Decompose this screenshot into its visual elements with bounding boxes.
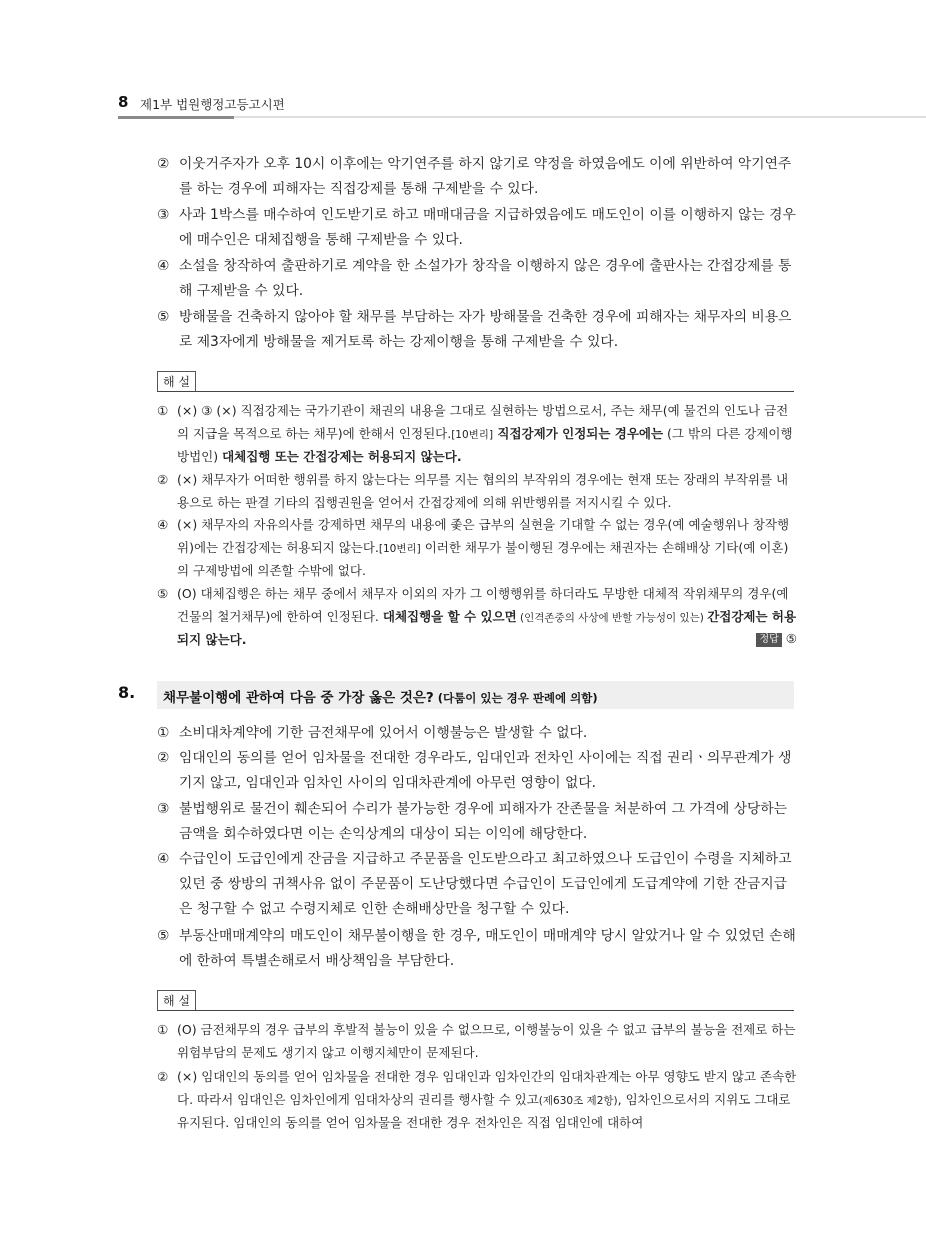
q7-answer (157, 628, 797, 651)
q7-option-2: ② 이웃거주자가 오후 10시 이후에는 악기연주를 하지 않기로 약정을 하였음에도 이에 위반하여 악기연주를 하는 경우에 피해자는 직접강제를 통해 구제받을 수 있다. (157, 156, 792, 197)
q8-explanation-rule (157, 1010, 794, 1011)
answer-value: ⑤ (785, 631, 797, 646)
example-mark: 예 (667, 403, 680, 418)
q8-title: 채무불이행에 관하여 다음 중 가장 옳은 것은? (다툼이 있는 경우 판례에 의함) (163, 690, 598, 706)
q7-option-5: ⑤ 방해물을 건축하지 않아야 할 채무를 부담하는 자가 방해물을 건축한 경우에 피해자는 채무자의 비용으로 제3자에게 방해물을 제거토록 하는 강제이행을 통해 구제받을 수 있다. (157, 309, 792, 350)
page-number: 8 (118, 93, 129, 111)
exam-reference: [10변리] (451, 428, 494, 441)
header-rule (118, 116, 926, 118)
q8-explanation-2: ② (×) 임대인의 동의를 얻어 임차물을 전대한 경우 임대인과 임차인간의 임대차관계는 아무 영향도 받지 않고 존속한다. 따라서 임대인은 임차인에게 임대차상의 권리를 행사할 수 있고(제630조 제2항), 임차인으로서의 지위도 그대로 유지된다. 임대인의 동의를 얻어 임차물을 전대한 경우 전차인은 직접 임대인에 대하여 (157, 1069, 797, 1130)
q8-option-3: ③ 불법행위로 물건이 훼손되어 수리가 불가능한 경우에 피해자가 잔존물을 처분하여 그 가격에 상당하는 금액을 회수하였다면 이는 손익상계의 대상이 되는 이익에 해당한다. (157, 801, 788, 842)
q7-option-4: ④ 소설을 창작하여 출판하기로 계약을 한 소설가가 창작을 이행하지 않은 경우에 출판사는 간접강제를 통해 구제받을 수 있다. (157, 258, 792, 299)
q8-explanation-label: 해 설 (157, 990, 196, 1011)
q8-explanation-1: ① (O) 금전채무의 경우 급부의 후발적 불능이 있을 수 없으므로, 이행불능이 있을 수 없고 급부의 불능을 전제로 하는 위험부담의 문제도 생기지 않고 이행지체만이 문제된다. (157, 1022, 796, 1060)
q7-explanation-2: ② (×) 채무자가 어떠한 행위를 하지 않는다는 의무를 지는 협의의 부작위의 경우에는 현재 또는 장래의 부작위를 내용으로 하는 판결 기타의 집행권원을 얻어서 간접강제에 의해 위반행위를 저지시킬 수 있다. (157, 472, 789, 510)
q7-explanation-rule (157, 391, 794, 392)
q8-option-1: ① 소비대차계약에 기한 금전채무에 있어서 이행불능은 발생할 수 없다. (157, 725, 588, 741)
answer-badge: 정답 (756, 633, 781, 647)
example-mark: 예 (672, 517, 685, 532)
q7-explanation-label: 해 설 (157, 371, 196, 392)
header-accent-bar (118, 116, 234, 119)
exam-reference: [10변리] (378, 542, 421, 555)
example-mark: 예 (776, 586, 789, 601)
book-section-title: 제1부 법원행정고등고시편 (140, 97, 285, 112)
q8-option-5: ⑤ 부동산매매계약의 매도인이 채무불이행을 한 경우, 매도인이 매매계약 당시 알았거나 알 수 있었던 손해에 한하여 특별손해로서 배상책임을 부담한다. (157, 928, 796, 969)
q8-option-2: ② 임대인의 동의를 얻어 임차물을 전대한 경우라도, 임대인과 전차인 사이에는 직접 권리ㆍ의무관계가 생기지 않고, 임대인과 임차인 사이의 임대차관계에 아무런 영향이 없다. (157, 750, 792, 791)
q7-explanation-1: ① (×) ③ (×) 직접강제는 국가기관이 채권의 내용을 그대로 실현하는 방법으로서, 주는 채무(예 물건의 인도나 금전의 지급을 목적으로 하는 채무)에 한해서 인정된다.[10변리] 직접강제가 인정되는 경우에는 (그 밖의 다른 강제이행 방법인) 대체집행 또는 간접강제는 허용되지 않는다. (157, 403, 793, 464)
q7-option-3: ③ 사과 1박스를 매수하여 인도받기로 하고 매매대금을 지급하였음에도 매도인이 이를 이행하지 않는 경우에 매수인은 대체집행을 통해 구제받을 수 있다. (157, 207, 796, 248)
example-mark: 예 (743, 539, 756, 555)
q7-explanation-4: ④ (×) 채무자의 자유의사를 강제하면 채무의 내용에 좇은 급부의 실현을 기대할 수 없는 경우(예 예술행위나 창작행위)에는 간접강제는 허용되지 않는다.[10변리] 이러한 채무가 불이행된 경우에는 채권자는 손해배상 기타(예 이혼)의 구제방법에 의존할 수밖에 없다. (157, 517, 790, 578)
statute-reference: (제630조 제2항) (538, 1094, 618, 1107)
q7-explanation-5: ⑤ (O) 대체집행은 하는 채무 중에서 채무자 이외의 자가 그 이행행위를 하더라도 무방한 대체적 작위채무의 경우(예 건물의 철거채무)에 한하여 인정된다. 대체집행을 할 수 있으면 (인격존중의 사상에 반할 가능성이 있는) 간접강제는 허용되지 않는다. (157, 586, 797, 647)
q8-number: 8. (118, 683, 136, 702)
page-header (118, 93, 926, 123)
q8-option-4: ④ 수급인이 도급인에게 잔금을 지급하고 주문품을 인도받으라고 최고하였으나 도급인이 수령을 지체하고 있던 중 쌍방의 귀책사유 없이 주문품이 도난당했다면 수급인이 도급인에게 도급계약에 기한 잔금지급은 청구할 수 없고 수령지체로 인한 손해배상만을 청구할 수 있다. (157, 851, 792, 917)
